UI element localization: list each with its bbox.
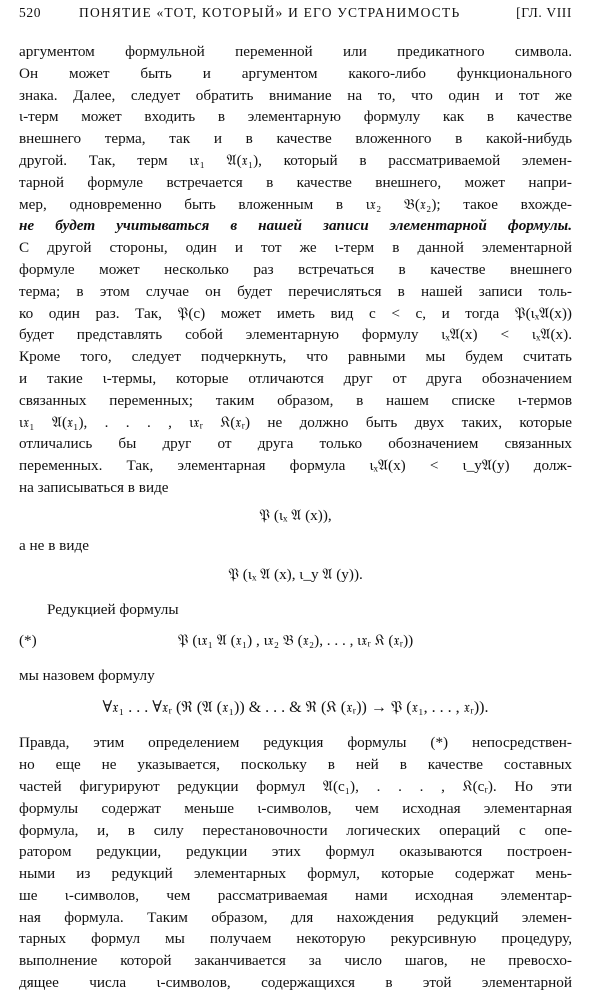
text-line: переменных. Так, элементарная формула ιₓ𝔄(x) < ι_y𝔄(y) долж-	[19, 457, 572, 475]
text-line: другой. Так, терм ι𝔵₁ 𝔄(𝔵₁), который в рассматриваемой элемен-	[19, 151, 572, 169]
text-line: ными из редукций элементарных формул, которые содержат мень-	[19, 865, 572, 883]
text-line: тарных формул мы получаем некоторую рекурсивную процедуру,	[19, 930, 572, 948]
text-line: Кроме того, следует подчеркнуть, что равными мы будем считать	[19, 348, 572, 366]
text-line: мер, одновременно быть вложенным в ι𝔵₂ 𝔅(𝔵₂); такое вхожде-	[19, 195, 572, 213]
text-line: дящее числа ι-символов, содержащихся в этой элементарной	[19, 974, 572, 992]
text-line: связанных переменных; таким образом, в нашем списке ι-термов	[19, 391, 572, 409]
text-line-emphasis: не будет учитываться в нашей записи элементарной формулы.	[19, 217, 572, 235]
text-line: тарной формуле встречается в качестве внешнего, может напри-	[19, 173, 572, 191]
text-line: мы назовем формулу	[19, 666, 155, 684]
text-line: выполнение которой заканчивается за число шагов, не превосхо-	[19, 952, 572, 970]
text-line: но еще не указывается, поскольку в ней в качестве составных	[19, 756, 572, 774]
text-line: Редукцией формулы	[47, 601, 179, 619]
formula-3-body: 𝔓 (ι𝔵₁ 𝔄 (𝔵₁) , ι𝔵₂ 𝔅 (𝔵₂), . . . , ι𝔵ᵣ 𝔎 (𝔵ᵣ))	[177, 631, 414, 649]
running-title: ПОНЯТИЕ «ТОТ, КОТОРЫЙ» И ЕГО УСТРАНИМОСТЬ	[79, 5, 461, 20]
page-number: 520	[19, 5, 42, 20]
text-line: внешнего терма, так и в качестве вложенного в какой-нибудь	[19, 130, 572, 148]
page-body	[19, 41, 572, 994]
text-line: ι𝔵₁ 𝔄(𝔵₁), . . . , ι𝔵ᵣ 𝔎(𝔵ᵣ) не должно быть двух таких, которые	[19, 413, 572, 431]
text-line: формулы содержат меньше ι-символов, чем исходная элементарная	[19, 799, 572, 817]
text-line: ратором редукции, редукции этих формул оказываются построен-	[19, 843, 572, 861]
paragraph-1	[19, 41, 572, 499]
text-line: терма; в этом случае он будет перечисляться в нашей записи толь-	[19, 282, 572, 300]
text-line: и такие ι-термы, которые отличаются друг от друга обозначением	[19, 369, 572, 387]
formula-4: ∀𝔵₁ . . . ∀𝔵ᵣ (ℜ (𝔄 (𝔵₁)) & . . . & ℜ (𝔎 (𝔵ᵣ)) → 𝔓 (𝔵₁, . . . , 𝔵ᵣ)).	[102, 698, 489, 716]
text-line: ко один раз. Так, 𝔓(c) может иметь вид c < c, и тогда 𝔓(ιₓ𝔄(x))	[19, 304, 572, 322]
formula-3	[19, 630, 572, 652]
text-line: Он может быть и аргументом какого-либо функционального	[19, 64, 572, 82]
text-line: ная формула. Таким образом, для нахождения редукций элемен-	[19, 908, 572, 926]
text-line: на записываться в виде	[19, 478, 169, 496]
text-line: будет представлять собой элементарную формулу ιₓ𝔄(x) < ιₓ𝔄(x).	[19, 326, 572, 344]
formula-2: 𝔓 (ιₓ 𝔄 (x), ι_y 𝔄 (y)).	[228, 566, 363, 584]
running-header	[19, 5, 572, 25]
chapter-label: [ГЛ. VIII	[516, 5, 572, 20]
text-line: аргументом формульной переменной или предикатного символа.	[19, 43, 572, 60]
text-line: частей фигурируют редукции формул 𝔄(c₁), . . . , 𝔎(cᵣ). Но эти	[19, 777, 572, 795]
formula-1: 𝔓 (ιₓ 𝔄 (x)),	[259, 506, 332, 524]
text-line: Правда, этим определением редукция формулы (*) непосредствен-	[19, 734, 572, 752]
paragraph-4	[19, 732, 572, 994]
formula-tag: (*)	[19, 631, 37, 649]
text-line: формуле может несколько раз встречаться в качестве внешнего	[19, 260, 572, 278]
text-line: знака. Далее, следует обратить внимание на то, что один и тот же	[19, 86, 572, 104]
text-line: ι-терм может входить в элементарную формулу как в качестве	[19, 108, 572, 126]
text-line: С другой стороны, один и тот же ι-терм в данной элементарной	[19, 239, 572, 257]
text-line: ше ι-символов, чем рассматриваемая нами исходная элементар-	[19, 886, 572, 904]
text-line: формула, и, в силу перестановочности логических операций с опе-	[19, 821, 572, 839]
text-line: а не в виде	[19, 536, 89, 554]
text-line: отличались бы друг от друга только обозначением связанных	[19, 435, 572, 453]
